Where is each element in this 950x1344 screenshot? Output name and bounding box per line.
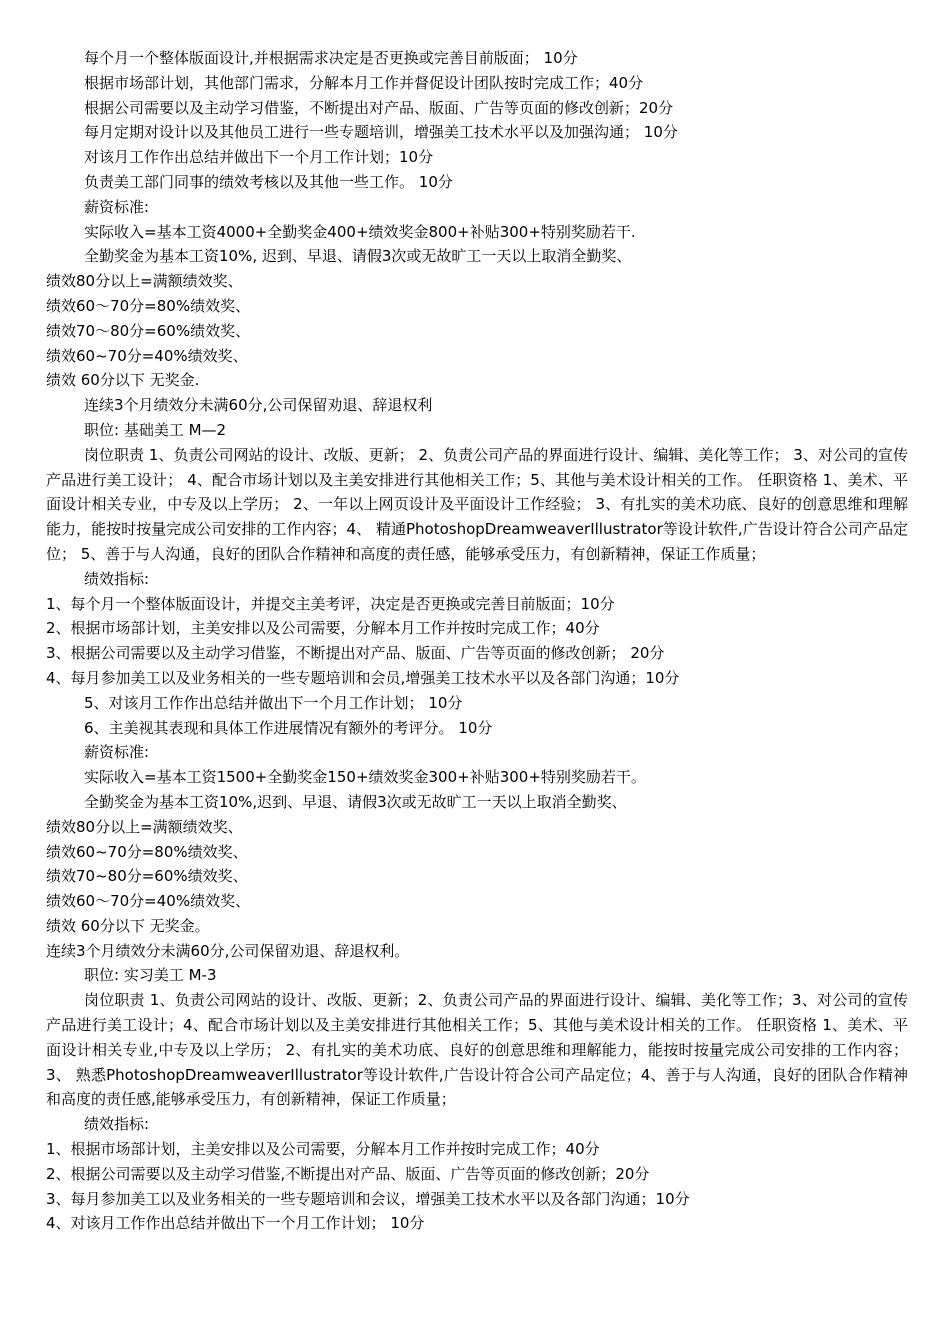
list-item: 3、根据公司需要以及主动学习借鉴，不断提出对产品、版面、广告等页面的修改创新； 20分	[46, 644, 665, 663]
section-heading: 绩效指标:	[84, 569, 150, 588]
text-line: 绩效80分以上=满额绩效奖、	[46, 817, 243, 836]
list-item: 2、根据公司需要以及主动学习借鉴,不断提出对产品、版面、广告等页面的修改创新；20分	[46, 1164, 650, 1183]
section-heading: 薪资标准:	[84, 743, 150, 762]
text-line: 连续3个月绩效分未满60分,公司保留劝退、辞退权利	[84, 396, 433, 415]
text-line: 绩效70~80分=60%绩效奖、	[46, 867, 248, 886]
text-line: 绩效60~70分=80%绩效奖、	[46, 842, 248, 861]
text-line: 每月定期对设计以及其他员工进行一些专题培训，增强美工技术水平以及加强沟通； 10分	[84, 123, 678, 142]
list-item: 5、对该月工作作出总结并做出下一个月工作计划； 10分	[84, 693, 463, 712]
list-item: 2、根据市场部计划，主美安排以及公司需要，分解本月工作并按时完成工作；40分	[46, 619, 600, 638]
text-line: 全勤奖金为基本工资10%, 迟到、早退、请假3次或无故旷工一天以上取消全勤奖、	[84, 247, 632, 266]
position-heading: 职位: 基础美工 M—2	[84, 420, 227, 439]
text-line: 负责美工部门同事的绩效考核以及其他一些工作。 10分	[84, 172, 453, 191]
text-line: 实际收入=基本工资1500+全勤奖金150+绩效奖金300+补贴300+特别奖励若干。	[84, 768, 646, 787]
list-item: 4、每月参加美工以及业务相关的一些专题培训和会员,增强美工技术水平以及各部门沟通；10分	[46, 668, 680, 687]
position-heading: 职位: 实习美工 M-3	[84, 966, 217, 985]
text-line: 绩效60～70分=80%绩效奖、	[46, 296, 251, 315]
job-description-paragraph: 岗位职责 1、负责公司网站的设计、改版、更新； 2、负责公司产品的界面进行设计、编辑、美化等工作； 3、对公司的宣传产品进行美工设计； 4、配合市场计划以及主美安排进行其他相关工作；5、其他与美术设计相关的工作。 任职资格 1、美术、平面设计相关专业，中专及以上学历； 2、一年以上网页设计及平面设计工作经验； 3、有扎实的美术功底、良好的创意思维和理解能力，能按时按量完成公司安排的工作内容；4、 精通PhotoshopDreamweaverIllustrator等设计软件,广告设计符合公司产品定位； 5、善于与人沟通，良好的团队合作精神和高度的责任感，能够承受压力，有创新精神，保证工作质量；	[46, 445, 908, 563]
section-heading: 薪资标准:	[84, 197, 150, 216]
text-line: 实际收入=基本工资4000+全勤奖金400+绩效奖金800+补贴300+特别奖励若干.	[84, 222, 636, 241]
text-line: 全勤奖金为基本工资10%,迟到、早退、请假3次或无故旷工一天以上取消全勤奖、	[84, 792, 627, 811]
list-item: 3、每月参加美工以及业务相关的一些专题培训和会议，增强美工技术水平以及各部门沟通；10分	[46, 1189, 690, 1208]
text-line: 连续3个月绩效分未满60分,公司保留劝退、辞退权利。	[46, 941, 410, 960]
text-line: 绩效70～80分=60%绩效奖、	[46, 321, 251, 340]
list-item: 1、每个月一个整体版面设计，并提交主美考评，决定是否更换或完善目前版面；10分	[46, 594, 615, 613]
text-line: 对该月工作作出总结并做出下一个月工作计划；10分	[84, 148, 434, 167]
text-line: 根据公司需要以及主动学习借鉴，不断提出对产品、版面、广告等页面的修改创新；20分	[84, 98, 674, 117]
text-line: 每个月一个整体版面设计,并根据需求决定是否更换或完善目前版面； 10分	[84, 49, 578, 67]
section-heading: 绩效指标:	[84, 1115, 150, 1134]
list-item: 4、对该月工作作出总结并做出下一个月工作计划； 10分	[46, 1214, 425, 1233]
text-line: 根据市场部计划，其他部门需求，分解本月工作并督促设计团队按时完成工作；40分	[84, 73, 644, 92]
list-item: 1、根据市场部计划，主美安排以及公司需要，分解本月工作并按时完成工作；40分	[46, 1140, 600, 1159]
list-item: 6、主美视其表现和具体工作进展情况有额外的考评分。 10分	[84, 718, 493, 737]
text-line: 绩效60~70分=40%绩效奖、	[46, 346, 248, 365]
text-line: 绩效 60分以下 无奖金。	[46, 916, 210, 935]
text-line: 绩效 60分以下 无奖金.	[46, 371, 200, 390]
job-description-paragraph: 岗位职责 1、负责公司网站的设计、改版、更新；2、负责公司产品的界面进行设计、编辑、美化等工作；3、对公司的宣传产品进行美工设计；4、配合市场计划以及主美安排进行其他相关工作；5、其他与美术设计相关的工作。 任职资格 1、美术、平面设计相关专业,中专及以上学历； 2、有扎实的美术功底、良好的创意思维和理解能力，能按时按量完成公司安排的工作内容； 3、 熟悉PhotoshopDreamweaverIllustrator等设计软件,广告设计符合公司产品定位；4、善于与人沟通，良好的团队合作精神和高度的责任感,能够承受压力，有创新精神，保证工作质量；	[46, 991, 908, 1109]
text-line: 绩效80分以上=满额绩效奖、	[46, 272, 243, 291]
text-line: 绩效60～70分=40%绩效奖、	[46, 892, 251, 911]
